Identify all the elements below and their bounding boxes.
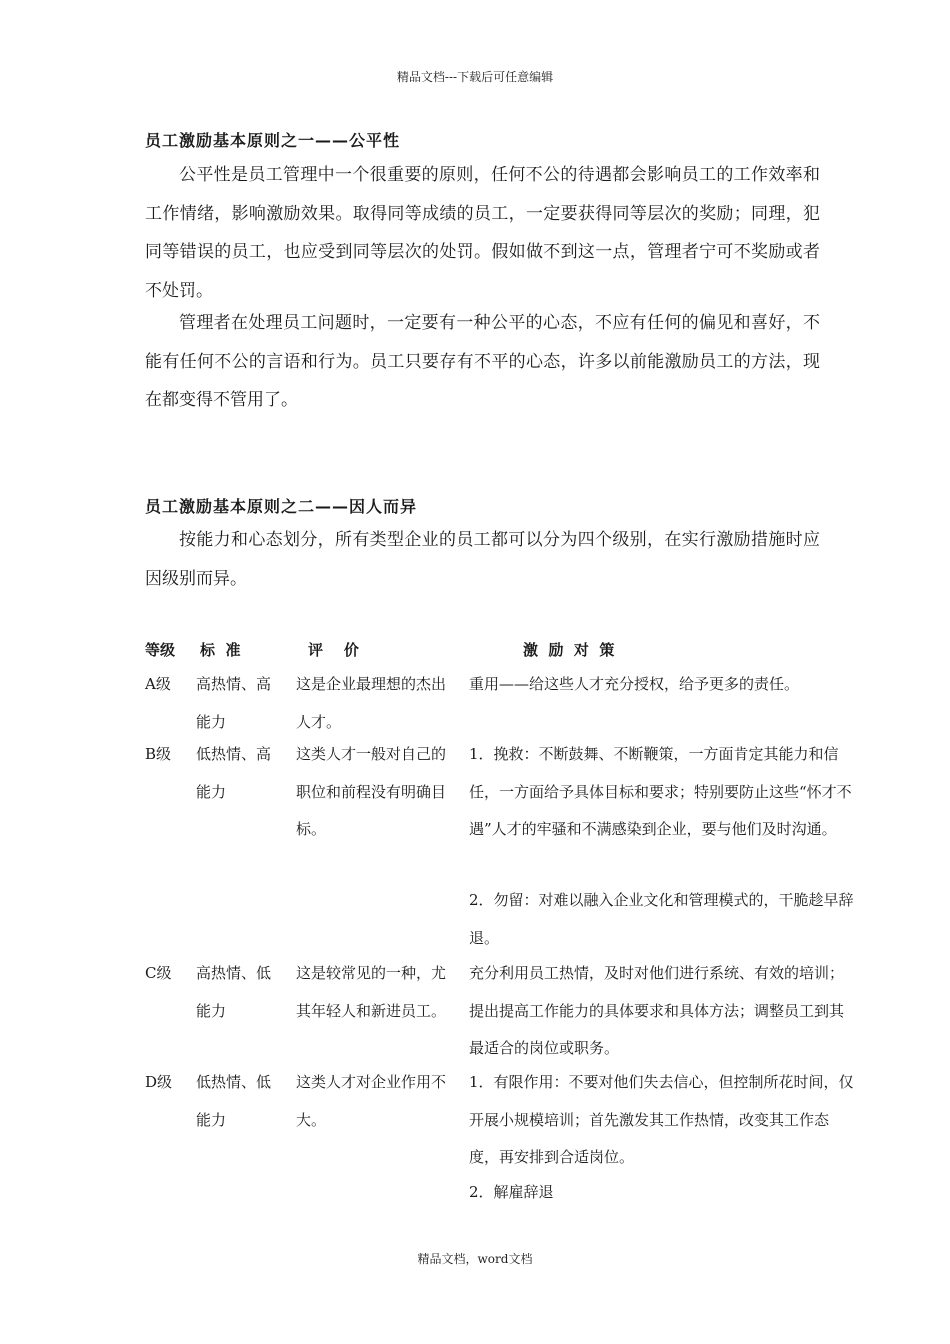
table-row-a-standard: 高热情、高能力 [196, 675, 272, 731]
table-row-a-evaluation: 这是企业最理想的杰出人才。 [296, 675, 447, 731]
table-row-b-standard: 低热情、高能力 [196, 745, 272, 801]
table-row-d-strategy-1: 1．有限作用：不要对他们失去信心，但控制所花时间，仅开展小规模培训；首先激发其工作热情，改变其工作态度，再安排到合适岗位。 [469, 1073, 854, 1166]
table-row-b-strategy-2: 2．勿留：对难以融入企业文化和管理模式的，干脆趁早辞退。 [469, 891, 854, 947]
table-row-d-evaluation: 这类人才对企业作用不大。 [296, 1073, 447, 1129]
table-row-d-strategy-2: 2．解雇辞退 [469, 1183, 554, 1201]
table-row-c-standard: 高热情、低能力 [196, 964, 272, 1020]
table-row-a-strategy: 重用——给这些人才充分授权，给予更多的责任。 [469, 675, 800, 693]
table-row-d-standard: 低热情、低能力 [196, 1073, 272, 1129]
table-header-grade: 等级 [145, 641, 176, 659]
table-row-a-grade: A级 [145, 675, 171, 693]
section1-paragraph-2: 管理者在处理员工问题时，一定要有一种公平的心态，不应有任何的偏见和喜好，不能有任何不公的言语和行为。员工只要存有不平的心态，许多以前能激励员工的方法，现在都变得不管用了。 [145, 313, 820, 410]
section1-heading: 员工激励基本原则之一——公平性 [145, 131, 401, 150]
table-row-c-strategy: 充分利用员工热情，及时对他们进行系统、有效的培训；提出提高工作能力的具体要求和具体方法；调整员工到其最适合的岗位或职务。 [469, 964, 845, 1057]
table-row-b-strategy-1: 1．挽救：不断鼓舞、不断鞭策，一方面肯定其能力和信任，一方面给予具体目标和要求；特别要防止这些“怀才不遇”人才的牢骚和不满感染到企业，要与他们及时沟通。 [469, 745, 852, 838]
page-header: 精品文档---下载后可任意编辑 [396, 70, 554, 84]
table-row-b-evaluation: 这类人才一般对自己的职位和前程没有明确目标。 [296, 745, 447, 838]
table-row-b-grade: B级 [145, 745, 172, 763]
section2-paragraph: 按能力和心态划分，所有类型企业的员工都可以分为四个级别，在实行激励措施时应因级别而异。 [145, 530, 820, 589]
section2-heading: 员工激励基本原则之二——因人而异 [145, 497, 418, 516]
table-header-evaluation: 评 价 [308, 641, 359, 659]
page-footer: 精品文档，word文档 [417, 1252, 533, 1266]
table-row-c-evaluation: 这是较常见的一种，尤其年轻人和新进员工。 [296, 964, 447, 1020]
table-row-c-grade: C级 [145, 964, 172, 982]
table-row-d-grade: D级 [145, 1073, 173, 1091]
section1-paragraph-1: 公平性是员工管理中一个很重要的原则，任何不公的待遇都会影响员工的工作效率和工作情绪，影响激励效果。取得同等成绩的员工，一定要获得同等层次的奖励；同理，犯同等错误的员工，也应受到同等层次的处罚。假如做不到这一点，管理者宁可不奖励或者不处罚。 [145, 165, 820, 301]
table-header-standard: 标 准 [200, 641, 241, 659]
table-header-strategy: 激 励 对 策 [523, 641, 615, 659]
